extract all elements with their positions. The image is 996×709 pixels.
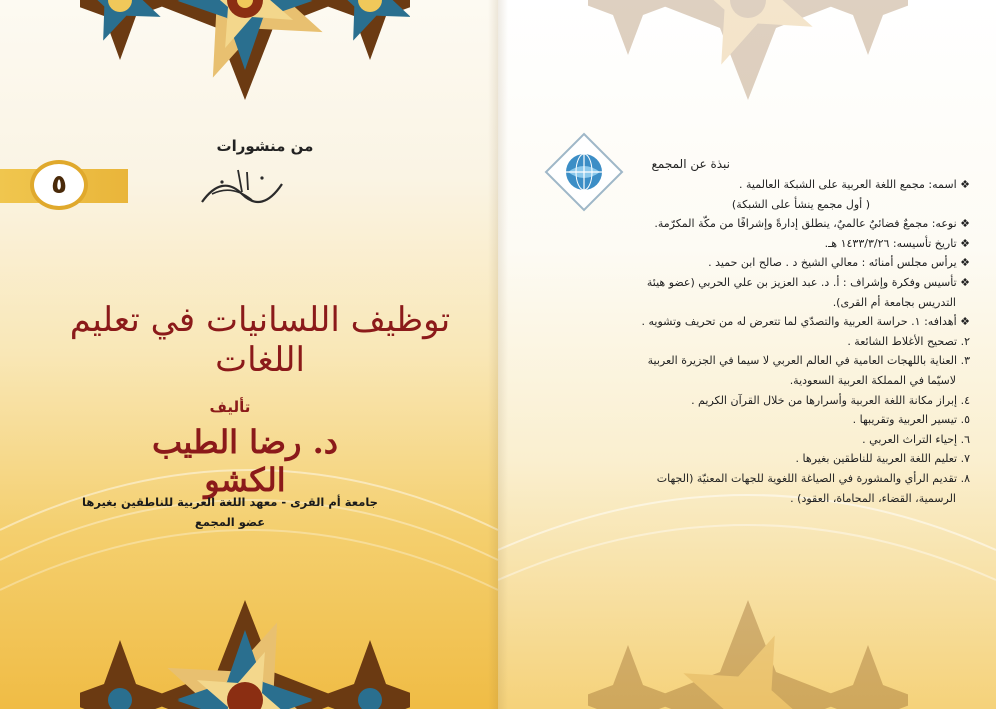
about-line: ❖ تاريخ تأسيسه: ١٤٣٣/٣/٢٦ هـ. [824, 236, 970, 250]
author-membership: عضو المجمع [194, 515, 266, 529]
about-line: ٢. تصحيح الأغلاط الشائعة . [847, 334, 970, 348]
about-line: ٥. تيسير العربية وتقريبها . [852, 413, 970, 427]
about-line: لاسيّما في المملكة العربية السعودية. [789, 373, 956, 387]
about-line: ٤. إبراز مكانة اللغة العربية وأسرارها من خلال القرآن الكريم . [691, 393, 970, 407]
about-line: ٣. العناية باللهجات العامية في العالم العربي لا سيما في الجزيرة العربية [647, 354, 970, 368]
about-heading: نبذة عن المجمع [651, 157, 730, 171]
about-line: ❖ اسمه: مجمع اللغة العربية على الشبكة العالمية . [739, 178, 970, 191]
about-line: التدريس بجامعة أم القرى). [832, 295, 956, 309]
publisher-label: من منشورات [216, 137, 314, 155]
top-ornament [80, 0, 410, 110]
about-line: ( أول مجمع ينشأ على الشبكة) [731, 197, 870, 211]
top-faded-ornament [588, 0, 908, 100]
about-line: ٦. إحياء التراث العربي . [862, 432, 970, 446]
about-line: ❖ يرأس مجلس أمنائه : معالي الشيخ د . صالح ابن حميد . [708, 256, 970, 270]
book-title: توظيف اللسانيات في تعليم اللغات [69, 300, 451, 380]
author-name: د. رضا الطيب الكشو [151, 423, 338, 499]
about-line: ٨. تقديم الرأي والمشورة في الصياغة اللغوية للجهات المعنيّة (الجهات [656, 471, 970, 485]
about-list [560, 175, 970, 508]
volume-number: ٥ [30, 160, 88, 210]
about-line: ٧. تعليم اللغة العربية للناطقين بغيرها . [795, 452, 970, 466]
about-line: الرسمية، القضاء، المحاماة، العقود) . [790, 491, 956, 505]
author-affiliation: جامعة أم القرى - معهد اللغة العربية للناطقين بغيرها [82, 495, 378, 509]
about-line: ❖ تأسيس وفكرة وإشراف : أ. د. عبد العزيز بن علي الحربي (عضو هيئة [646, 275, 970, 289]
author-label: تأليف [209, 398, 251, 416]
book-spine-shadow [488, 0, 508, 709]
about-line: ❖ أهدافه: ١. حراسة العربية والتصدّي لما تتعرض له من تحريف وتشويه . [641, 315, 970, 329]
publisher-calligraphy-logo [192, 164, 292, 210]
about-line: ❖ نوعه: مجمعٌ فضائيٌ عالميٌ، ينطلق إدارةً وإشرافًا من مكّة المكرّمة. [654, 217, 970, 231]
